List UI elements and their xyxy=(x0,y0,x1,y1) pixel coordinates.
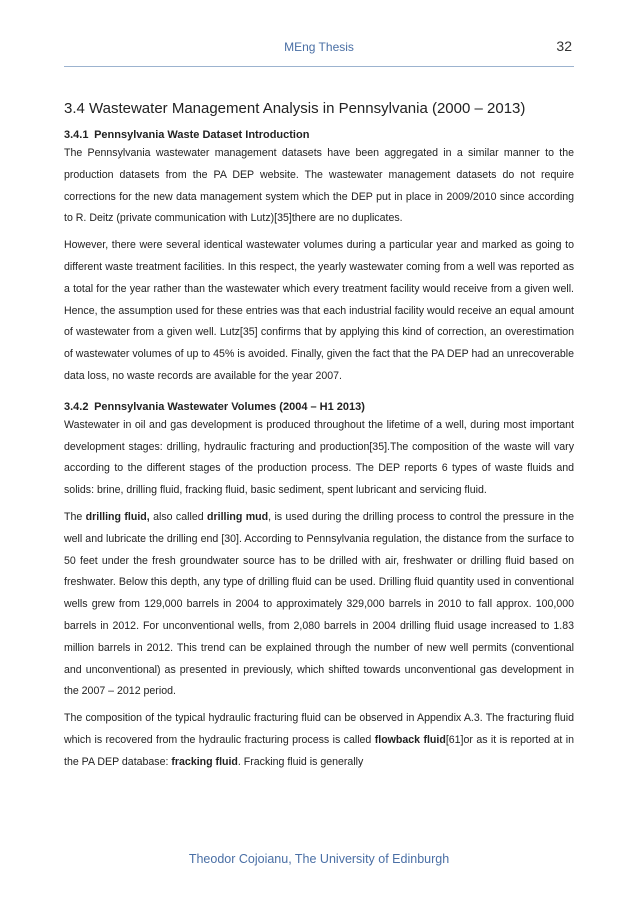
subsection-title: Pennsylvania Wastewater Volumes (2004 – H1 2013) xyxy=(94,400,365,413)
term-drilling-fluid: drilling fluid, xyxy=(85,510,150,523)
subsection-heading-3-4-2 xyxy=(64,400,574,414)
paragraph-drilling-fluid: The drilling fluid, also called drilling mud, is used during the drilling process to control the pressure in the well and lubricate the drilling end [30]. According to Pennsylvania regulation, the distance from the surface to 50 feet under the fresh groundwater source has to be drilled with air, freshwater or drilling fluid based on freshwater. Below this depth, any type of drilling fluid can be used. Drilling fluid quantity used in conventional wells grew from 129,000 barrels in 2004 to approximately 329,000 barrels in 2010 to fall approx. 100,000 barrels in 2012. For unconventional wells, from 2,080 barrels in 2004 drilling fluid usage increased to 1.83 million barrels in 2012. This trend can be explained through the number of new well permits (conventional and unconventional) as presented in previously, which shifted towards unconventional gas development in the 2007 – 2012 period. xyxy=(64,510,574,698)
paragraph-fracturing-fluid: The composition of the typical hydraulic fracturing fluid can be observed in Appendix A.3. The fracturing fluid which is recovered from the hydraulic fracturing process is called flowback fluid[61]or as it is reported at in the PA DEP database: fracking fluid. Fracking fluid is generally xyxy=(64,712,574,768)
subsection-number: 3.4.2 xyxy=(64,400,89,413)
section-heading: 3.4 Wastewater Management Analysis in Pennsylvania (2000 – 2013) xyxy=(64,100,526,117)
term-drilling-mud: drilling mud xyxy=(207,510,269,523)
subsection-heading-3-4-1 xyxy=(64,128,574,142)
paragraph: However, there were several identical wastewater volumes during a particular year and marked as going to different waste treatment facilities. In this respect, the yearly wastewater coming from a well was reported as a total for the year rather than the wastewater which every treatment facility would receive from a given well. Hence, the assumption used for these entries was that each industrial facility would receive an equal amount of wastewater from a given well. Lutz[35] confirms that by applying this kind of correction, an overestimation of wastewater volumes of up to 45% is avoided. Finally, given the fact that the PA DEP had an unrecoverable data loss, no waste records are available for the year 2007. xyxy=(64,239,574,382)
paragraph: Wastewater in oil and gas development is produced throughout the lifetime of a well, during most important development stages: drilling, hydraulic fracturing and production[35].The composition of the waste will vary according to the different stages of the production process. The DEP reports 6 types of waste fluids and solids: brine, drilling fluid, fracking fluid, basic sediment, spent lubricant and servicing fluid. xyxy=(64,418,574,497)
subsection-number: 3.4.1 xyxy=(64,129,89,141)
term-fracking-fluid: fracking fluid xyxy=(171,755,238,768)
subsection-title: Pennsylvania Waste Dataset Introduction xyxy=(94,129,310,141)
page-header xyxy=(64,36,574,67)
page-number: 32 xyxy=(556,38,572,54)
page-body xyxy=(64,98,574,779)
page-footer: Theodor Cojoianu, The University of Edinburgh xyxy=(188,852,450,866)
term-flowback-fluid: flowback fluid xyxy=(374,733,446,746)
running-title: MEng Thesis xyxy=(284,40,354,54)
paragraph: The Pennsylvania wastewater management datasets have been aggregated in a similar manner to the production datasets from the PA DEP website. The wastewater management datasets do not require corrections for the new data management system which the DEP put in place in 2009/2010 since according to R. Deitz (private communication with Lutz)[35]there are no duplicates. xyxy=(64,147,574,225)
